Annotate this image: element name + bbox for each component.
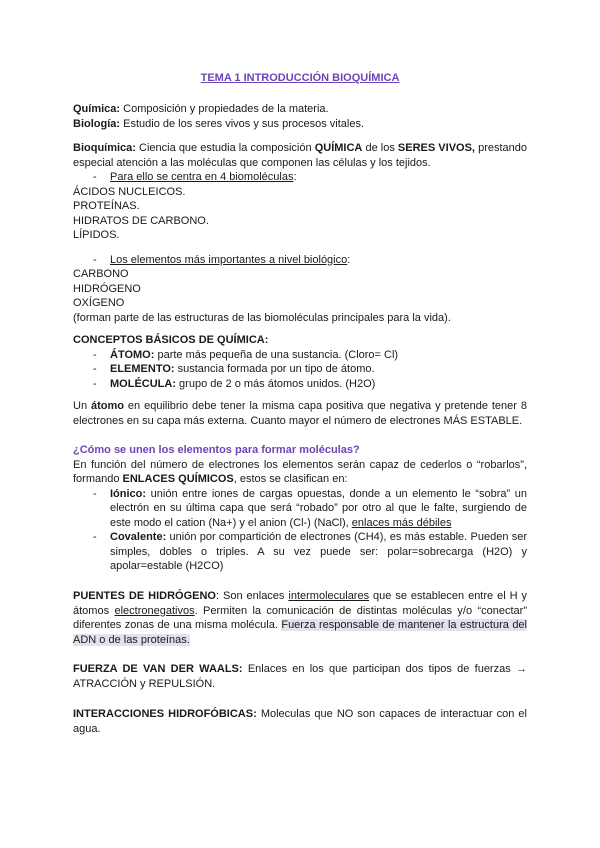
biomolecula-item: PROTEÍNAS.: [73, 200, 140, 212]
conceptos-heading: CONCEPTOS BÁSICOS DE QUÍMICA:: [73, 334, 269, 346]
elementos-note: (forman parte de las estructuras de las biomoléculas principales para la vida).: [73, 311, 451, 324]
page-title: TEMA 1 INTRODUCCIÓN BIOQUÍMICA: [200, 72, 400, 84]
conceptos-block: [73, 333, 527, 428]
bioquimica-paragraph: Bioquímica: Ciencia que estudia la composición QUÍMICA de los SERES VIVOS, prestando especial atención a las moléculas que componen las células y los tejidos.: [73, 142, 527, 169]
biomolecula-item: ÁCIDOS NUCLEICOS.: [73, 185, 186, 198]
puentes-block: [73, 589, 527, 647]
enlace-covalente: - Covalente: unión por compartición de electrones (CH4), es más estable. Pueden ser simples, dobles o triples. A su vez puede ser: polar=sobrecarga (H2O) y apolar=estable (H2CO): [93, 530, 527, 574]
enlaces-paragraph: En función del número de electrones los elementos serán capaz de cederlos o “robarlos”, formando ENLACES QUÍMICOS, estos se clasifican en:: [73, 458, 527, 485]
concepto-item: - ELEMENTO: sustancia formada por un tipo de átomo.: [93, 362, 527, 377]
puentes-paragraph: PUENTES DE HIDRÓGENO: Son enlaces intermoleculares que se establecen entre el H y átomos electronegativos. Permiten la comunicación de distintas moléculas y/o “conectar” diferentes zonas de una misma molécula. Fuerza responsable de mantener la estructura del ADN o de las proteínas.: [73, 590, 528, 646]
biomolecula-item: HIDRATOS DE CARBONO.: [73, 214, 209, 227]
concepto-item: - MOLÉCULA: grupo de 2 o más átomos unidos. (H2O): [93, 377, 527, 392]
biomoleculas-intro: - Para ello se centra en 4 biomoléculas:: [93, 170, 527, 185]
atomo-paragraph: Un átomo en equilibrio debe tener la misma capa positiva que negativa y pretende tener 8 electrones en su capa más externa. Cuanto mayor el número de electrones MÁS ESTABLE.: [73, 400, 527, 427]
elementos-intro: - Los elementos más importantes a nivel biológico:: [93, 253, 527, 268]
bioquimica-block: [73, 141, 527, 325]
enlaces-question: ¿Cómo se unen los elementos para formar moléculas?: [73, 444, 360, 456]
vanderwaals-block: [73, 662, 527, 691]
definitions-block: [73, 102, 527, 131]
hidrofobicas-paragraph: INTERACCIONES HIDROFÓBICAS: Moleculas que NO son capaces de interactuar con el agua.: [73, 708, 527, 735]
elemento-item: CARBONO: [73, 268, 129, 280]
enlaces-block: [73, 443, 527, 574]
definition-biologia: Biología: Estudio de los seres vivos y sus procesos vitales.: [73, 117, 365, 130]
enlace-ionico: - Iónico: unión entre iones de cargas opuestas, donde a un elemento le “sobra” un electrón en su última capa que será “robado” por otro al que le falte, surgiendo de este modo el cation (Na+) y el anion (Cl-) (NaCl), enlaces más débiles: [93, 487, 527, 531]
highlighted-text: Fuerza responsable de mantener la estructura del ADN o de las proteínas.: [73, 619, 527, 646]
vanderwaals-paragraph: FUERZA DE VAN DER WAALS: Enlaces en los que participan dos tipos de fuerzas → ATRACCIÓN y REPULSIÓN.: [73, 663, 527, 690]
elemento-item: HIDRÓGENO: [73, 282, 141, 295]
concepto-item: - ÁTOMO: parte más pequeña de una sustancia. (Cloro= Cl): [93, 348, 527, 363]
elemento-item: OXÍGENO: [73, 297, 125, 309]
biomolecula-item: LÍPIDOS.: [73, 229, 120, 241]
hidrofobicas-block: [73, 707, 527, 736]
definition-quimica: Química: Composición y propiedades de la materia.: [73, 103, 329, 115]
